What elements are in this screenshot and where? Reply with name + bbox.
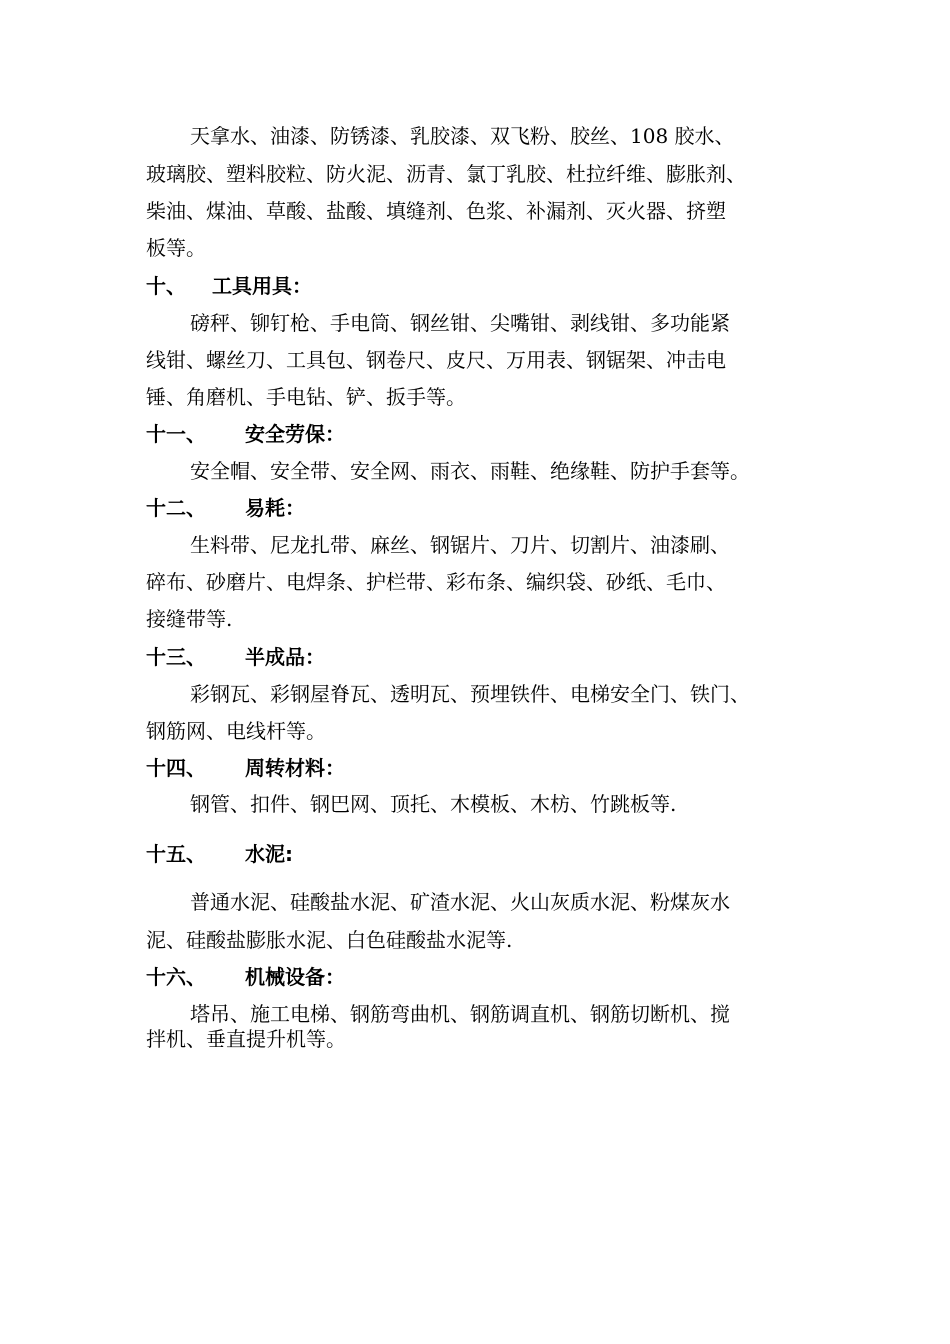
body-text-line: 普通水泥、硅酸盐水泥、矿渣水泥、火山灰质水泥、粉煤灰水	[190, 890, 730, 914]
body-text-line: 线钳、螺丝刀、工具包、钢卷尺、皮尺、万用表、钢锯架、冲击电	[146, 348, 726, 372]
section-heading	[146, 496, 305, 520]
body-text-line: 拌机、垂直提升机等。	[146, 1027, 346, 1051]
body-text-line: 柴油、煤油、草酸、盐酸、填缝剂、色浆、补漏剂、灭火器、挤塑	[146, 199, 726, 223]
body-text-line: 天拿水、油漆、防锈漆、乳胶漆、双飞粉、胶丝、108 胶水、	[190, 124, 735, 148]
section-number: 十二、	[146, 496, 206, 520]
body-text-line: 泥、硅酸盐膨胀水泥、白色硅酸盐水泥等.	[146, 928, 513, 952]
section-heading	[146, 965, 345, 989]
section-heading	[146, 422, 345, 446]
section-heading	[146, 756, 345, 780]
body-text-line: 钢筋网、电线杆等。	[146, 719, 326, 743]
section-number: 十六、	[146, 965, 206, 989]
section-heading	[146, 274, 312, 298]
section-title: 周转材料：	[245, 756, 345, 780]
section-title: 工具用具：	[212, 274, 312, 298]
body-text-line: 彩钢瓦、彩钢屋脊瓦、透明瓦、预埋铁件、电梯安全门、铁门、	[190, 682, 750, 706]
body-text-line: 磅秤、铆钉枪、手电筒、钢丝钳、尖嘴钳、剥线钳、多功能紧	[190, 311, 730, 335]
section-title: 安全劳保：	[245, 422, 345, 446]
body-text-line: 玻璃胶、塑料胶粒、防火泥、沥青、氯丁乳胶、杜拉纤维、膨胀剂、	[146, 162, 746, 186]
section-heading	[146, 645, 325, 669]
section-title: 水泥:	[245, 842, 293, 866]
section-heading	[146, 842, 293, 866]
body-text-line: 接缝带等.	[146, 607, 233, 631]
section-title: 机械设备：	[245, 965, 345, 989]
body-text-line: 锤、角磨机、手电钻、铲、扳手等。	[146, 385, 466, 409]
section-number: 十一、	[146, 422, 206, 446]
section-number: 十四、	[146, 756, 206, 780]
body-text-line: 碎布、砂磨片、电焊条、护栏带、彩布条、编织袋、砂纸、毛巾、	[146, 570, 726, 594]
section-number: 十三、	[146, 645, 206, 669]
section-number: 十五、	[146, 842, 206, 866]
body-text-line: 钢管、扣件、钢巴网、顶托、木模板、木枋、竹跳板等.	[190, 792, 677, 816]
body-text-line: 板等。	[146, 236, 206, 260]
section-title: 易耗：	[245, 496, 305, 520]
body-text-line: 安全帽、安全带、安全网、雨衣、雨鞋、绝缘鞋、防护手套等。	[190, 459, 750, 483]
section-title: 半成品：	[245, 645, 325, 669]
section-number: 十、	[146, 274, 186, 298]
body-text-line: 塔吊、施工电梯、钢筋弯曲机、钢筋调直机、钢筋切断机、搅	[190, 1002, 730, 1026]
body-text-line: 生料带、尼龙扎带、麻丝、钢锯片、刀片、切割片、油漆刷、	[190, 533, 730, 557]
